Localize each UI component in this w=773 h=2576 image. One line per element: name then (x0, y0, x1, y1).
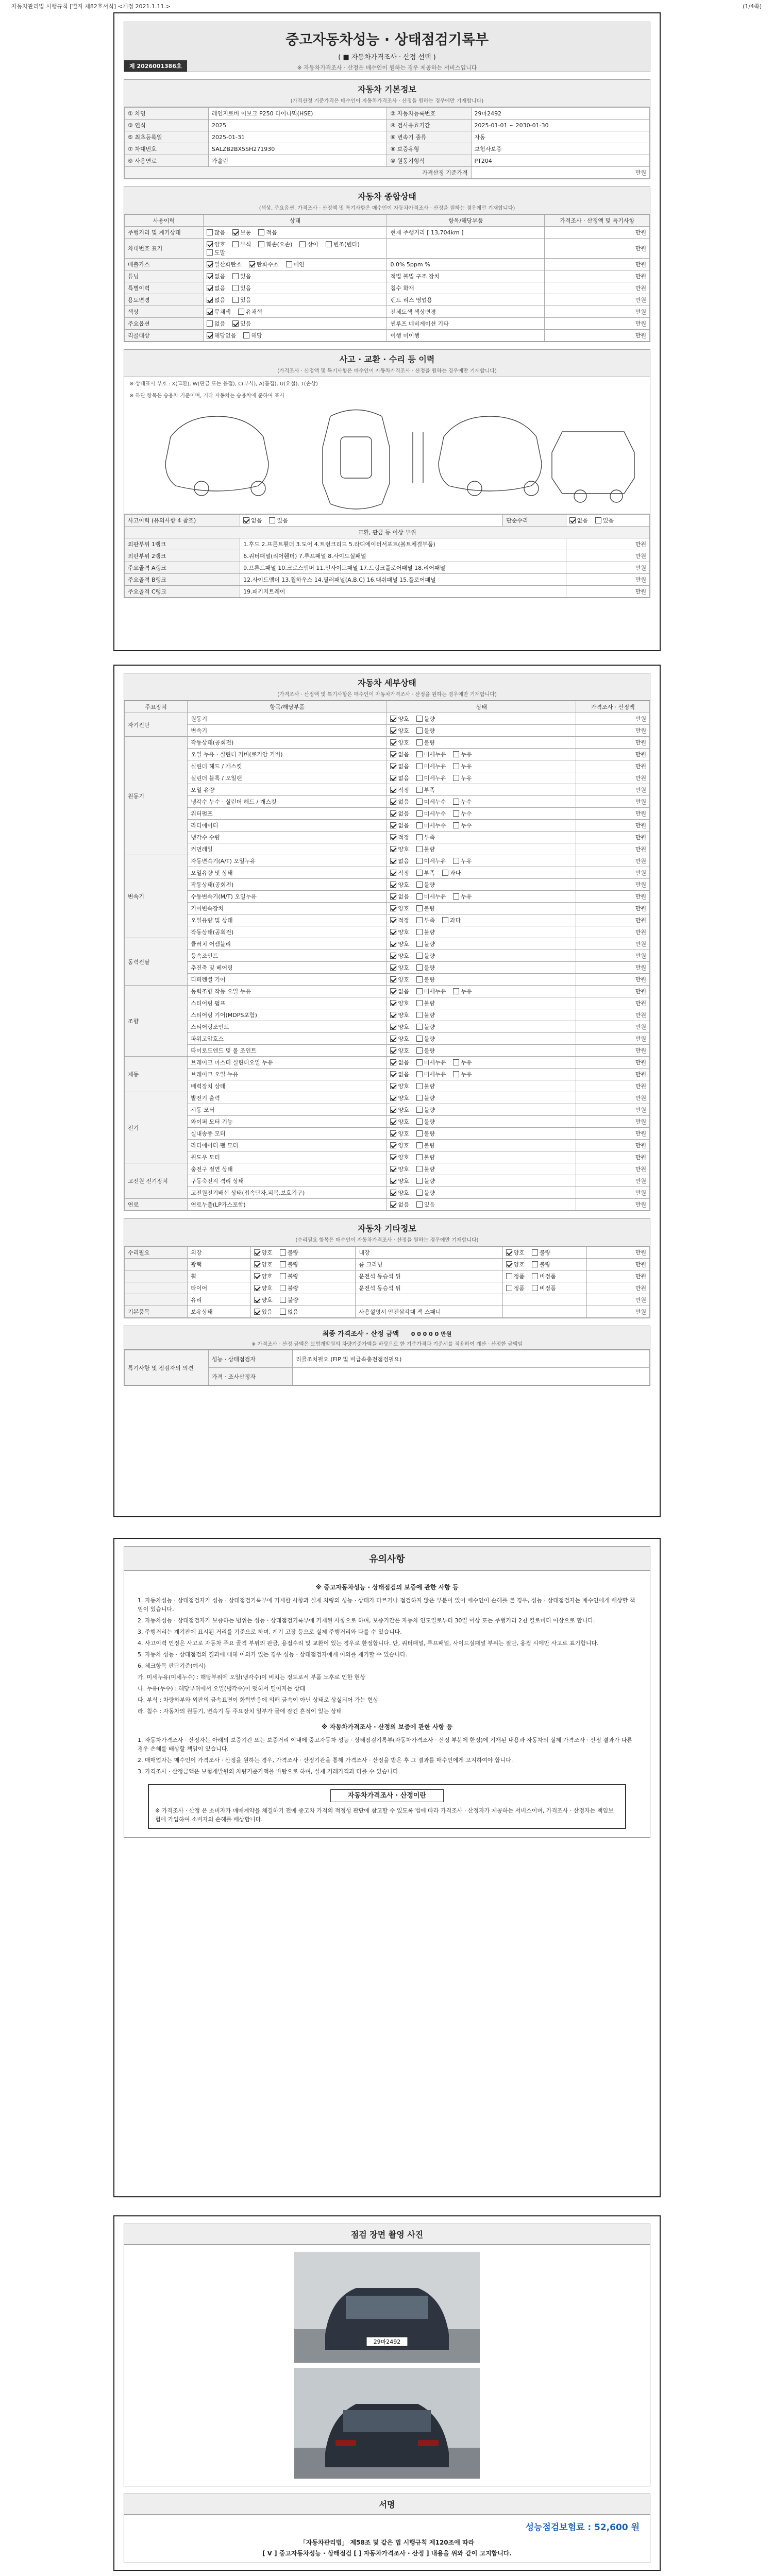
checkbox-option[interactable]: 변조(변타) (326, 241, 360, 248)
checkbox-option[interactable]: 누유 (453, 988, 472, 995)
detail-row: 실린더 블록 / 오일팬 없음 미세누유 누유 만원 (125, 772, 650, 784)
photos-heading: 점검 장면 촬영 사진 (124, 2224, 650, 2245)
detail-table: 주요장치 항목/해당부품 상태 가격조사 · 산정액 자기진단 원동기 양호 불량 만원 변속기 양호 불량 만원 원동기 작동상태(공회전) 양호 불량 만원 오일 누유 · 실린더 커버(로커암 커버) 없음 미세누유 누유 만원 실린더 헤드 / 개스킷 없음 미세누유 누유 만원 실린더 블록 / 오일팬 없음 미세누유 누유 만원 오일 유량 적정 부족 만원 냉각수 누수 · 실린더 헤드 / 개스킷 없음 미세누수 누수 만원 워터펌프 없음 미세누수 누수 만원 라디에이터 없음 미세누수 누수 만원 냉각수 수량 적정 부족 만원 커먼레일 양호 불량 만원 변속기 자동변속기(A/T) 오일누유 없음 미세누유 누유 만원 오일유량 및 상태 적정 부족 과다 만원 작동상태(공회전) 양호 불량 만원 수동변속기(M/T) 오일누유 없음 미세누유 누유 만원 기어변속장치 양호 불량 만원 오일유량 및 상태 적정 부족 과다 만원 작동상태(공회전) 양호 불량 만원 동력전달 클러치 어셈블리 양호 불량 만원 등속조인트 양호 불량 만원 추진축 및 베어링 양호 불량 만원 디퍼렌셜 기어 양호 불량 만원 조향 동력조향 작동 오일 누유 없음 미세누유 누유 만원 스티어링 펌프 양호 불량 만원 스티어링 기어(MDPS포함) 양호 불량 만원 스티어링조인트 양호 불량 만원 파워고압호스 양호 불량 만원 타이로드엔드 및 볼 조인트 양호 불량 만원 제동 브레이크 마스터 실린더오일 누유 없음 미세누유 누유 만원 브레이크 오일 누유 없음 미세누유 누유 만원 배력장치 상태 양호 불량 만원 전기 발전기 출력 양호 불량 만원 시동 모터 양호 불량 만원 와이퍼 모터 기능 양호 불량 만원 실내송풍 모터 양호 불량 만원 라디에이터 팬 모터 양호 불량 만원 윈도우 모터 양호 불량 만원 고전원 전기장치 충전구 절연 상태 양호 불량 만원 구동축전지 격리 상태 양호 불량 만원 고전원전기배선 상태(접속단자,피복,보호기구) 양호 불량 만원 연료 연료누출(LP가스포함) 없음 있음 만원 (124, 701, 650, 1211)
checkbox-option[interactable]: 없음 (280, 1309, 298, 1315)
checkbox-option[interactable]: 양호 (390, 941, 409, 947)
checkbox-option[interactable]: 없음 (390, 1201, 409, 1208)
summary-row: 튜닝 없음 있음 적법 불법 구조 장치 만원 (125, 270, 650, 282)
checkbox-option[interactable]: 있음 (254, 1309, 273, 1315)
page-3 (113, 1538, 661, 2197)
detail-row: 와이퍼 모터 기능 양호 불량 만원 (125, 1116, 650, 1128)
checkbox-option[interactable]: 불량 (416, 905, 435, 912)
checkbox-option[interactable]: 불량 (416, 1036, 435, 1042)
basic-row: ⑨ 사용연료 가솔린 ⑩ 원동기형식 PT204 (125, 155, 650, 167)
notice-paragraph: 나. 누유(누수) : 해당부위에서 오일(냉각수)이 맺혀서 떨어지는 상태 (138, 1685, 306, 1692)
notice-heading: 유의사항 (124, 1546, 650, 1571)
checkbox-option[interactable]: 양호 (390, 976, 409, 983)
checkbox-option[interactable]: 있음 (232, 320, 251, 327)
checkbox-option[interactable]: 양호 (390, 882, 409, 888)
checkbox-option[interactable]: 없음 (390, 810, 409, 817)
detail-row: 오일유량 및 상태 적정 부족 과다 만원 (125, 914, 650, 926)
checkbox-option[interactable]: 양호 (390, 1083, 409, 1090)
other-row: 휠 양호 불량 운전석 동승석 뒤 정품 비정품 만원 (125, 1270, 650, 1282)
detail-row: 냉각수 수량 적정 부족 만원 (125, 832, 650, 843)
detail-row: 등속조인트 양호 불량 만원 (125, 950, 650, 962)
rank-row: 주요골격 A랭크 9.프론트패널 10.크로스멤버 11.인사이드패널 17.트렁크플로어패널 18.리어패널 만원 (125, 562, 650, 574)
accident-section: ※ 상태표시 부호 : X(교환), W(판금 또는 용접), C(부식), A(흠집), U(요철), T(손상) ※ 하단 항목은 승용차 기준이며, 기타 자동차는 승용차에 준하여 표시 사고이력 (유의사항 4 참조) 없음 있음 단순수리 없음 있음 교환, 판금 등 이상 부위 외판부위 1랭크 1.후드 2.프론트휀더 3.도어 4.트렁크리드 5.라디에이터서포트(볼트체결부품) 만원 외판부위 2랭크 6.쿼터패널(리어휀더) 7.루프패널 8.사이드실패널 만원 주요골격 A랭크 9.프론트패널 10.크로스멤버 11.인사이드패널 17.트렁크플로어패널 18.리어패널 만원 주요골격 B랭크 12.사이드멤버 13.휠하우스 14.필러패널(A,B,C) 16.대쉬패널 15.플로어패널 만원 주요골격 C랭크 19.패키지트레이 만원 (124, 377, 650, 598)
detail-row: 자기진단 원동기 양호 불량 만원 (125, 713, 650, 725)
checkbox-option[interactable]: 양호 (390, 1000, 409, 1007)
detail-row: 스티어링 펌프 양호 불량 만원 (125, 997, 650, 1009)
other-row: 수리필요 외장 양호 불량 내장 양호 불량 만원 (125, 1247, 650, 1259)
checkbox-option[interactable]: 불량 (416, 1142, 435, 1149)
checkbox-option[interactable]: 도말 (207, 249, 225, 256)
notice-subheading-1: ※ 중고자동차성능 · 상태점검의 보증에 관한 사항 등 (315, 1584, 459, 1591)
checkbox-option[interactable]: 양호 (390, 929, 409, 936)
checkbox-option[interactable]: 양호 (390, 1012, 409, 1019)
basic-row: ① 차명 레인지로버 이보크 P250 다이나믹(HSE) ② 자동차등록번호 29마2492 (125, 108, 650, 120)
checkbox-option[interactable]: 불량 (280, 1261, 298, 1268)
checkbox-option[interactable]: 부족 (416, 917, 435, 924)
page-title: 중고자동차성능 · 상태점검기록부 (285, 32, 489, 48)
checkbox-option[interactable]: 양호 (390, 1118, 409, 1125)
checkbox-option[interactable]: 유채색 (238, 309, 262, 315)
page-subtitle: ( ■ 자동차가격조사 · 산정 선택 ) (338, 54, 436, 61)
detail-row: 스티어링 기어(MDPS포함) 양호 불량 만원 (125, 1009, 650, 1021)
detail-row: 워터펌프 없음 미세누수 누수 만원 (125, 808, 650, 820)
notice-subheading-2: ※ 자동차가격조사 · 산정의 보증에 관한 사항 등 (321, 1723, 453, 1731)
detail-row: 윈도우 모터 양호 불량 만원 (125, 1151, 650, 1163)
detail-row: 조향 동력조향 작동 오일 누유 없음 미세누유 누유 만원 (125, 986, 650, 997)
special-note-row: 특기사항 및 점검자의 의견 성능 · 상태점검자 리콜조치필요 (FIP 및 비급속충전점검필요) (125, 1350, 650, 1368)
checkbox-option[interactable]: 불량 (280, 1273, 298, 1280)
checkbox-option[interactable]: 양호 (207, 241, 225, 248)
checkbox-option[interactable]: 없음 (207, 273, 225, 280)
checkbox-option[interactable]: 부족 (416, 834, 435, 841)
checkbox-option[interactable]: 양호 (254, 1249, 273, 1256)
checkbox-option[interactable]: 없음 (390, 858, 409, 865)
detail-row: 추진축 및 베어링 양호 불량 만원 (125, 962, 650, 974)
checkbox-option[interactable]: 무채색 (207, 309, 231, 315)
checkbox-option[interactable]: 양호 (390, 905, 409, 912)
checkbox-option[interactable]: 없음 (390, 1071, 409, 1078)
checkbox-option[interactable]: 있음 (232, 273, 251, 280)
checkbox-option[interactable]: 탄화수소 (249, 261, 279, 268)
basic-info-table (124, 107, 650, 179)
detail-row: 라디에이터 팬 모터 양호 불량 만원 (125, 1140, 650, 1151)
checkbox-option[interactable]: 보통 (232, 229, 251, 236)
checkbox-option[interactable]: 불량 (416, 1190, 435, 1196)
checkbox-option[interactable]: 과다 (442, 917, 461, 924)
checkbox-option[interactable]: 불량 (416, 941, 435, 947)
detail-row: 배력장치 상태 양호 불량 만원 (125, 1080, 650, 1092)
summary-row: 특별이력 없음 있음 침수 화재 만원 (125, 282, 650, 294)
checkbox-option[interactable]: 양호 (390, 716, 409, 722)
detail-row: 냉각수 누수 · 실린더 헤드 / 개스킷 없음 미세누수 누수 만원 (125, 796, 650, 808)
checkbox-option[interactable]: 불량 (416, 882, 435, 888)
photos-area (124, 2245, 650, 2486)
checkbox-option[interactable]: 없음 (390, 822, 409, 829)
checkbox-option[interactable]: 양호 (506, 1261, 525, 1268)
checkbox-option[interactable]: 양호 (390, 846, 409, 853)
detail-row: 오일유량 및 상태 적정 부족 과다 만원 (125, 867, 650, 879)
checkbox-option[interactable]: 불량 (532, 1261, 550, 1268)
checkbox-option[interactable]: 불량 (416, 739, 435, 746)
checkbox-option[interactable]: 매연 (286, 261, 305, 268)
detail-row: 수동변속기(M/T) 오일누유 없음 미세누유 누유 만원 (125, 891, 650, 903)
checkbox-option[interactable]: 없음 (390, 1059, 409, 1066)
price-service-text: ※ 가격조사 · 산정 은 소비자가 매매계약을 체결하기 전에 중고차 가격의 적정성 판단에 참고할 수 있도록 법에 따라 가격조사 · 산정자가 제공하는 서비스이며, 가격조사 · 산정자는 책임보험에 가입하여 소비자의 손해를 배상합니다. (155, 1807, 614, 1823)
legend-text-2: ※ 하단 항목은 승용차 기준이며, 기타 자동차는 승용차에 준하여 표시 (129, 393, 284, 399)
other-row: 타이어 양호 불량 운전석 동승석 뒤 정품 비정품 만원 (125, 1282, 650, 1294)
page-note: ※ 자동차가격조사 · 산정은 매수인이 원하는 경우 제공하는 서비스입니다 (297, 64, 477, 71)
final-note: ※ 가격조사 · 산정 금액은 보험개발원의 차량기준가액을 바탕으로 한 기준가격과 기준서를 적용하여 계산 · 산정한 금액임 (251, 1342, 523, 1347)
checkbox-option[interactable]: 없음 (390, 775, 409, 782)
checkbox-option[interactable]: 상이 (299, 241, 318, 248)
checkbox-option[interactable]: 미세누유 (416, 763, 446, 770)
checkbox-option[interactable]: 불량 (280, 1297, 298, 1303)
page-4 (113, 2215, 661, 2571)
law-reference: 「자동차관리법」 제58조 및 같은 법 시행규칙 제120조에 따라 (299, 2539, 475, 2546)
checkbox-option[interactable]: 있음 (232, 297, 251, 303)
checkbox-option[interactable]: 누유 (453, 775, 472, 782)
notice-line: [ V ] 중고자동차성능 · 상태점검 [ ] 자동차가격조사 · 산정 ] 내용을 위와 같이 고지합니다. (262, 2550, 512, 2557)
final-amount: 0 0 0 0 0 만원 (411, 1331, 452, 1337)
checkbox-option[interactable]: 누유 (453, 893, 472, 900)
checkbox-option[interactable]: 정품 (506, 1285, 525, 1292)
notice-paragraph: 4. 사고이력 인정은 사고로 자동차 주요 골격 부위의 판금, 용접수리 및 교환이 있는 경우로 한정합니다. 단, 쿼터패널, 루프패널, 사이드실패널 부위는 절단, 용접 시에만 사고로 표기합니다. (138, 1640, 599, 1647)
other-table (124, 1246, 650, 1318)
other-row: 유리 양호 불량 만원 (125, 1294, 650, 1306)
checkbox-option[interactable]: 불량 (416, 1024, 435, 1030)
other-heading: 자동차 기타정보 (수리필요 항목은 매수인이 자동차가격조사 · 산정을 원하는 경우에만 기재합니다) (124, 1218, 650, 1246)
checkbox-option[interactable]: 있음 (416, 1201, 435, 1208)
checkbox-option[interactable]: 적정 (390, 917, 409, 924)
summary-row: 색상 무채색 유채색 전체도색 색상변경 만원 (125, 306, 650, 318)
special-notes-table (124, 1350, 650, 1386)
checkbox-option[interactable]: 미세누유 (416, 893, 446, 900)
checkbox-option[interactable]: 불량 (416, 1178, 435, 1184)
price-service-box (148, 1784, 626, 1829)
notice-paragraph: 2. 자동차성능 · 상태점검자가 보증하는 범위는 성능 · 상태점검기록부에 기재된 사항으로 하며, 보증기간은 자동차 인도일로부터 30일 이상 또는 주행거리 2천 킬로미터 이상으로 합니다. (138, 1617, 595, 1624)
checkbox-option[interactable]: 적정 (390, 787, 409, 793)
page-counter: (1/4쪽) (743, 3, 762, 10)
checkbox-option[interactable]: 미세누유 (416, 1059, 446, 1066)
detail-row: 브레이크 오일 누유 없음 미세누유 누유 만원 (125, 1069, 650, 1080)
notice-paragraph: 6. 체크항목 판단기준(예시) (138, 1663, 206, 1669)
checkbox-option[interactable]: 미세누유 (416, 858, 446, 865)
checkbox-option[interactable]: 누수 (453, 810, 472, 817)
notice-paragraph: 다. 부식 : 차량하부와 외판의 금속표면이 화학반응에 의해 금속이 아닌 상태로 상실되어 가는 현상 (138, 1697, 379, 1703)
checkbox-option[interactable]: 없음 (390, 763, 409, 770)
checkbox-option[interactable]: 없음 (207, 285, 225, 292)
checkbox-option[interactable]: 누유 (453, 1059, 472, 1066)
checkbox-option[interactable]: 불량 (280, 1249, 298, 1256)
checkbox-option[interactable]: 정품 (506, 1273, 525, 1280)
detail-row: 기어변속장치 양호 불량 만원 (125, 903, 650, 914)
checkbox-option[interactable]: 비정품 (532, 1285, 556, 1292)
detail-row: 고전원 전기장치 충전구 절연 상태 양호 불량 만원 (125, 1163, 650, 1175)
checkbox-option[interactable]: 불량 (416, 976, 435, 983)
checkbox-option[interactable]: 훼손(오손) (258, 241, 292, 248)
summary-row: 배출가스 일산화탄소 탄화수소 매연 0.0% 5ppm % 만원 (125, 259, 650, 270)
checkbox-option[interactable]: 미세누유 (416, 751, 446, 758)
checkbox-option[interactable]: 없음 (569, 517, 588, 524)
form-reference: 자동차관리법 시행규칙 [별지 제82호서식] <개정 2021.1.11.> (11, 3, 171, 10)
checkbox-option[interactable]: 불량 (416, 953, 435, 959)
checkbox-option[interactable]: 불량 (416, 1154, 435, 1161)
checkbox-option[interactable]: 불량 (416, 964, 435, 971)
checkbox-option[interactable]: 양호 (390, 953, 409, 959)
checkbox-option[interactable]: 미세누수 (416, 822, 446, 829)
checkbox-option[interactable]: 불량 (416, 1130, 435, 1137)
rear-photo (294, 2368, 480, 2479)
sign-area (124, 2515, 650, 2563)
checkbox-option[interactable]: 양호 (390, 1107, 409, 1113)
basic-row: ⑦ 차대번호 SALZB2BX5SH271930 ⑧ 보증유형 보험사보증 (125, 143, 650, 155)
accident-heading: 사고 · 교환 · 수리 등 이력 (가격조사 · 산정액 및 특기사항은 매수인이 자동차가격조사 · 산정을 원하는 경우에만 기재합니다) (124, 349, 650, 377)
checkbox-option[interactable]: 없음 (207, 320, 225, 327)
basic-info-heading: 자동차 기본정보 (가격산정 기준가격은 매수인이 자동차가격조사 · 산정을 원하는 경우에만 기재합니다) (124, 79, 650, 107)
checkbox-option[interactable]: 불량 (416, 1118, 435, 1125)
detail-row: 전기 발전기 출력 양호 불량 만원 (125, 1092, 650, 1104)
page-2 (113, 665, 661, 1517)
price-basis-row: 가격산정 기준가격 만원 (125, 167, 650, 179)
detail-row: 디퍼렌셜 기어 양호 불량 만원 (125, 974, 650, 986)
detail-row: 시동 모터 양호 불량 만원 (125, 1104, 650, 1116)
checkbox-option[interactable]: 불량 (416, 1166, 435, 1173)
checkbox-option[interactable]: 불량 (416, 929, 435, 936)
checkbox-option[interactable]: 누유 (453, 751, 472, 758)
notice-paragraph: 3. 가격조사 · 산정금액은 보험개발원의 차량기준가액을 바탕으로 하며, 실제 거래가격과 다를 수 있습니다. (138, 1768, 400, 1775)
checkbox-option[interactable]: 양호 (390, 1166, 409, 1173)
checkbox-option[interactable]: 양호 (390, 1178, 409, 1184)
checkbox-option[interactable]: 양호 (390, 1142, 409, 1149)
summary-row: 차대번호 표기 양호 부식 훼손(오손) 상이 변조(변타)도말 만원 (125, 239, 650, 259)
checkbox-option[interactable]: 누유 (453, 858, 472, 865)
checkbox-option[interactable]: 양호 (254, 1297, 273, 1303)
checkbox-option[interactable]: 양호 (390, 727, 409, 734)
detail-row: 구동축전지 격리 상태 양호 불량 만원 (125, 1175, 650, 1187)
checkbox-option[interactable]: 누유 (453, 1071, 472, 1078)
summary-row: 리콜대상 해당없음 해당 이행 미이행 만원 (125, 330, 650, 342)
checkbox-option[interactable]: 미세누수 (416, 810, 446, 817)
basic-row: ③ 연식 2025 ④ 검사유효기간 2025-01-01 ~ 2030-01-30 (125, 120, 650, 131)
checkbox-option[interactable]: 없음 (390, 988, 409, 995)
detail-row: 실내송풍 모터 양호 불량 만원 (125, 1128, 650, 1140)
checkbox-option[interactable]: 있음 (595, 517, 614, 524)
checkbox-option[interactable]: 불량 (416, 727, 435, 734)
special-note-row: 가격 · 조사산정자 (125, 1368, 650, 1385)
checkbox-option[interactable]: 누수 (453, 799, 472, 805)
checkbox-option[interactable]: 양호 (390, 1130, 409, 1137)
checkbox-option[interactable]: 없음 (207, 297, 225, 303)
notice-paragraph: 라. 침수 : 자동차의 원동기, 변속기 등 주요장치 일부가 물에 잠긴 흔적이 있는 상태 (138, 1708, 342, 1715)
detail-row: 오일 누유 · 실린더 커버(로커암 커버) 없음 미세누유 누유 만원 (125, 749, 650, 760)
notice-paragraph: 1. 자동차성능 · 상태점검자가 성능 · 상태점검기록부에 기재한 사항과 실제 차량의 성능 · 상태가 다르거나 점검하지 않은 부분이 있어 매수인이 손해를 본 경우, 성능 · 상태점검자는 매수인에게 배상할 책임이 있습니다. (138, 1597, 635, 1613)
checkbox-option[interactable]: 일산화탄소 (207, 261, 242, 268)
detail-row: 라디에이터 없음 미세누수 누수 만원 (125, 820, 650, 832)
checkbox-option[interactable]: 불량 (416, 1107, 435, 1113)
checkbox-option[interactable]: 양호 (390, 1154, 409, 1161)
notice-paragraph: 5. 자동차 성능 · 상태점검의 결과에 대해 이의가 있는 경우 성능 · 상태점검자에게 이의를 제기할 수 있습니다. (138, 1651, 408, 1658)
rank-row: 외판부위 2랭크 6.쿼터패널(리어휀더) 7.루프패널 8.사이드실패널 만원 (125, 550, 650, 562)
detail-row: 제동 브레이크 마스터 실린더오일 누유 없음 미세누유 누유 만원 (125, 1057, 650, 1069)
notice-paragraph: 가. 미세누유(미세누수) : 해당부위에 오일(냉각수)이 비치는 정도로서 부품 노후로 인한 현상 (138, 1674, 365, 1681)
detail-row: 작동상태(공회전) 양호 불량 만원 (125, 879, 650, 891)
basic-row: ⑤ 최초등록일 2025-01-31 ⑥ 변속기 종류 자동 (125, 131, 650, 143)
detail-heading: 자동차 세부상태 (가격조사 · 산정액 및 특기사항은 매수인이 자동차가격조사 · 산정을 원하는 경우에만 기재합니다) (124, 673, 650, 701)
checkbox-option[interactable]: 부식 (232, 241, 251, 248)
checkbox-option[interactable]: 없음 (243, 517, 262, 524)
detail-row: 실린더 헤드 / 개스킷 없음 미세누유 누유 만원 (125, 760, 650, 772)
checkbox-option[interactable]: 양호 (390, 1024, 409, 1030)
checkbox-option[interactable]: 불량 (280, 1285, 298, 1292)
checkbox-option[interactable]: 양호 (390, 1095, 409, 1101)
checkbox-option[interactable]: 불량 (416, 1012, 435, 1019)
checkbox-option[interactable]: 불량 (416, 1000, 435, 1007)
notice-paragraph: 1. 자동차가격조사 · 산정자는 아래의 보증기간 또는 보증거리 이내에 중고자동차 성능 · 상태점검기록부(자동차가격조사 · 산정 부분에 한정)에 기재된 내용과 자동차의 실제 가격조사 · 산정 결과가 다른 경우 손해를 배상할 책임이 있습니다. (138, 1737, 632, 1752)
checkbox-option[interactable]: 불량 (416, 1095, 435, 1101)
checkbox-option[interactable]: 양호 (390, 739, 409, 746)
detail-row: 동력전달 클러치 어셈블리 양호 불량 만원 (125, 938, 650, 950)
checkbox-option[interactable]: 해당없음 (207, 332, 237, 339)
checkbox-option[interactable]: 불량 (416, 846, 435, 853)
checkbox-option[interactable]: 양호 (390, 1036, 409, 1042)
checkbox-option[interactable]: 양호 (254, 1273, 273, 1280)
checkbox-option[interactable]: 양호 (390, 1190, 409, 1196)
notice-paragraph: 3. 주행거리는 계기판에 표시된 거리를 기준으로 하며, 계기 고장 등으로 실제 주행거리와 다를 수 있습니다. (138, 1629, 402, 1635)
checkbox-option[interactable]: 불량 (416, 716, 435, 722)
checkbox-option[interactable]: 없음 (390, 893, 409, 900)
summary-heading: 자동차 종합상태 (색상, 주요옵션, 가격조사 · 산정액 및 특기사항은 매수인이 자동차가격조사 · 산정을 원하는 경우에만 기재합니다) (124, 187, 650, 214)
checkbox-option[interactable]: 불량 (416, 1047, 435, 1054)
detail-row: 커먼레일 양호 불량 만원 (125, 843, 650, 855)
detail-row: 원동기 작동상태(공회전) 양호 불량 만원 (125, 737, 650, 749)
checkbox-option[interactable]: 없음 (390, 799, 409, 805)
checkbox-option[interactable]: 미세누유 (416, 988, 446, 995)
summary-row: 주요옵션 없음 있음 썬루프 네비게이션 기타 만원 (125, 318, 650, 330)
summary-row: 주행거리 및 계기상태 많음 보통 적음 현재 주행거리 [ 13,704km ] 만원 (125, 227, 650, 239)
checkbox-option[interactable]: 누수 (453, 822, 472, 829)
detail-row: 스티어링조인트 양호 불량 만원 (125, 1021, 650, 1033)
other-row: 광택 양호 불량 룸 크리닝 양호 불량 만원 (125, 1259, 650, 1270)
rank-row: 주요골격 B랭크 12.사이드멤버 13.휠하우스 14.필러패널(A,B,C) 16.대쉬패널 15.플로어패널 만원 (125, 574, 650, 586)
checkbox-option[interactable]: 많음 (207, 229, 225, 236)
checkbox-option[interactable]: 부족 (416, 787, 435, 793)
summary-table: 사용이력 상태 항목/해당부품 가격조사 · 산정액 및 특기사항 주행거리 및 계기상태 많음 보통 적음 현재 주행거리 [ 13,704km ] 만원 차대번호 표기 양호 부식 훼손(오손) 상이 변조(변타)도말 만원 배출가스 일산화탄소 탄화수소 매연 0.0% 5ppm % 만원 튜닝 없음 있음 적법 불법 구조 장치 만원 특별이력 없음 있음 침수 화재 만원 용도변경 없음 있음 렌트 리스 영업용 만원 색상 무채색 유채색 전체도색 색상변경 만원 주요옵션 없음 있음 썬루프 네비게이션 기타 만원 리콜대상 해당없음 해당 이행 미이행 만원 (124, 214, 650, 342)
rank-row: 외판부위 1랭크 1.후드 2.프론트휀더 3.도어 4.트렁크리드 5.라디에이터서포트(볼트체결부품) 만원 (125, 538, 650, 550)
checkbox-option[interactable]: 있음 (232, 285, 251, 292)
checkbox-option[interactable]: 없음 (390, 751, 409, 758)
plate-text: 29마2492 (373, 2338, 401, 2345)
checkbox-option[interactable]: 해당 (243, 332, 262, 339)
checkbox-option[interactable]: 양호 (254, 1261, 273, 1268)
final-heading: 최종 가격조사 · 산정 금액 0 0 0 0 0 만원 ※ 가격조사 · 산정 금액은 보험개발원의 차량기준가액을 바탕으로 한 기준가격과 기준서를 적용하여 계산 · 산정한 금액임 (124, 1326, 650, 1350)
detail-row: 파워고압호스 양호 불량 만원 (125, 1033, 650, 1045)
detail-row: 고전원전기배선 상태(접속단자,피복,보호기구) 양호 불량 만원 (125, 1187, 650, 1199)
notice-body (124, 1571, 650, 1838)
detail-row: 오일 유량 적정 부족 만원 (125, 784, 650, 796)
checkbox-option[interactable]: 적음 (258, 229, 277, 236)
checkbox-option[interactable]: 양호 (506, 1249, 525, 1256)
legend-text: ※ 상태표시 부호 : X(교환), W(판금 또는 용접), C(부식), A(흠집), U(요철), T(손상) (129, 381, 318, 387)
checkbox-option[interactable]: 미세누수 (416, 799, 446, 805)
price-service-title: 자동차가격조사 · 산정이란 (330, 1789, 444, 1802)
checkbox-option[interactable]: 누유 (453, 763, 472, 770)
detail-row: 변속기 양호 불량 만원 (125, 725, 650, 737)
checkbox-option[interactable]: 비정품 (532, 1273, 556, 1280)
detail-row: 작동상태(공회전) 양호 불량 만원 (125, 926, 650, 938)
checkbox-option[interactable]: 양호 (390, 1047, 409, 1054)
checkbox-option[interactable]: 미세누유 (416, 775, 446, 782)
vehicle-diagram (124, 401, 650, 514)
checkbox-option[interactable]: 부족 (416, 870, 435, 876)
detail-row: 타이로드엔드 및 볼 조인트 양호 불량 만원 (125, 1045, 650, 1057)
summary-row: 용도변경 없음 있음 렌트 리스 영업용 만원 (125, 294, 650, 306)
other-row: 기본품목 보유상태 있음 없음 사용설명서 안전삼각대 잭 스패너 만원 (125, 1306, 650, 1318)
page-1 (113, 12, 661, 651)
detail-row: 변속기 자동변속기(A/T) 오일누유 없음 미세누유 누유 만원 (125, 855, 650, 867)
checkbox-option[interactable]: 미세누유 (416, 1071, 446, 1078)
checkbox-option[interactable]: 양호 (254, 1285, 273, 1292)
checkbox-option[interactable]: 불량 (416, 1083, 435, 1090)
front-photo (294, 2252, 480, 2363)
checkbox-option[interactable]: 과다 (442, 870, 461, 876)
checkbox-option[interactable]: 있음 (269, 517, 288, 524)
checkbox-option[interactable]: 적정 (390, 834, 409, 841)
checkbox-option[interactable]: 불량 (532, 1249, 550, 1256)
detail-row: 연료 연료누출(LP가스포함) 없음 있음 만원 (125, 1199, 650, 1211)
sign-heading: 서명 (124, 2494, 650, 2515)
rank-row: 주요골격 C랭크 19.패키지트레이 만원 (125, 586, 650, 598)
insurance-fee: 성능점검보험료 : 52,600 원 (525, 2522, 640, 2533)
title-box (124, 22, 650, 72)
notice-paragraph: 2. 매매업자는 매수인이 가격조사 · 산정을 원하는 경우, 가격조사 · 산정기관을 통해 가격조사 · 산정을 받은 후 그 결과를 매수인에게 고지하여야 합니다. (138, 1757, 513, 1764)
checkbox-option[interactable]: 적정 (390, 870, 409, 876)
document-number: 제 2026001386호 (124, 60, 187, 72)
checkbox-option[interactable]: 양호 (390, 964, 409, 971)
